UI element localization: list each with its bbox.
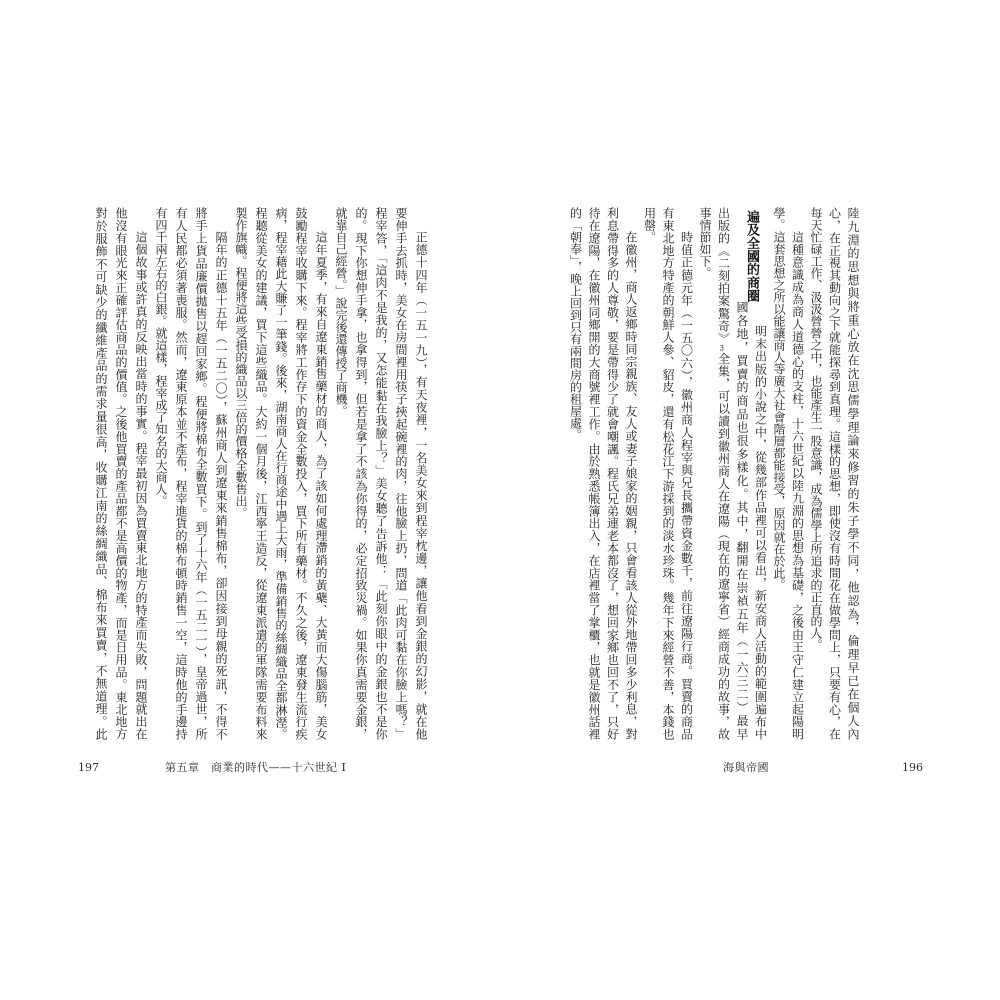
text-column: 明末出版的小說之中，從幾部作品裡可以看出，新安商人活動的範圍遍布中 bbox=[753, 325, 768, 740]
text-column: 學。這套思想之所以能讓商人等廣大社會階層都能接受，原因就在於此。 bbox=[772, 207, 786, 591]
text-column: 國各地，買賣的商品也很多樣化。其中，翻開在崇禎五年（一六三二）最早 bbox=[735, 301, 749, 740]
section-heading: 遍及全國的商圈 bbox=[744, 210, 759, 302]
text-column: 用罄。 bbox=[642, 207, 657, 243]
text-column: 程聽從美女的建議，買下這些織品。大約一個月後，江西寧王造反，從遼東派遣的軍隊需要布料來 bbox=[254, 207, 268, 740]
page-number: 196 bbox=[902, 761, 923, 774]
text-column: 程宰答，「這肉不是我的，又怎能黏在我臉上？」美女聽了告訴他：「此刻你眼中的金銀也不是你 bbox=[374, 207, 388, 740]
text-column: 的。現下你想伸手拿，也拿得到，但若是拿了不該為你得的，必定招致災禍。如果你真需要金銀， bbox=[354, 207, 368, 740]
left-page-text bbox=[90, 207, 430, 740]
text-column: 的「朝奉」，晚上回到只有兩間房的租屋處。 bbox=[568, 207, 583, 441]
text-column: 在徽州，商人返鄉時同宗親族、友人或妻子娘家的姻親，只會看該人從外地帶回多少利息，對 bbox=[624, 231, 638, 740]
text-column: 有人民都必須著喪服。然而，遼東原本並不產布，程宰進貨的棉布頓時銷售一空，這時他的手邊持 bbox=[174, 207, 188, 740]
text-column: 利息帶得多的人尊敬，要是帶得少了就會嘲諷。程氏兄弟連老本都沒了，想回家鄉也回不了，只好 bbox=[605, 207, 620, 740]
text-column: 有東北地方特產的朝鮮人參、貂皮，還有松花江下游採到的淡水珍珠。幾年下來經營不善，本錢也 bbox=[661, 207, 675, 740]
footnote-marker: 3 bbox=[719, 344, 724, 352]
text-column: 製作旗幟。程便將這些受損的織品以三倍的價格全數售出。 bbox=[234, 207, 248, 519]
text-column: 隔年的正德十五年（一五二〇），蘇州商人到遼東來銷售棉布，卻因接到母親的死訊，不得不 bbox=[214, 231, 228, 740]
text-column: 對於服飾不可缺少的纖維產品的需求量很高，收購江南的絲綢織品、棉布來買賣，不無道理。此 bbox=[94, 207, 108, 740]
text-column: 有四千兩左右的白銀。就這樣，程宰成了知名的大商人。 bbox=[154, 207, 168, 507]
text-column: 事情節如下。 bbox=[698, 207, 712, 279]
page-number: 197 bbox=[78, 761, 99, 774]
column-text: 全集，可以讀到徽州商人在遼陽（現在的遼寧省）經商成功的故事，故 bbox=[716, 352, 731, 740]
running-title: 第五章 商業的時代——十六世紀 I bbox=[165, 761, 347, 774]
text-column: 他沒有眼光來正確評估商品的價值。之後他買賣的產品都不是高價的物產，而是日用品。東北地方 bbox=[114, 207, 128, 740]
text-column: 要伸手去抓時，美女在房間裡用筷子挾起碗裡的肉，往他臉上扔，問道「此肉可黏在你臉上嗎？」 bbox=[394, 207, 408, 740]
right-page-text bbox=[566, 207, 862, 740]
text-column: 每天忙碌工作、汲汲營營之中，也能產生一股意識，成為儒學上所追求的正直的人。 bbox=[809, 207, 823, 651]
text-column: 正德十四年（一五一九），有天夜裡，一名美女來到程宰枕邊，讓他看到金銀的幻影，就在他 bbox=[414, 231, 428, 740]
text-column: 心，在正視其動向之下就能探尋到真理。這樣的思想，即使沒有時間花在做學問上，只要有心，在 bbox=[827, 207, 842, 740]
text-column: 病，程宰藉此大賺了一筆錢。後來，湖南商人在行商途中遇上大雨，準備銷售的絲綢織品全都淋溼。 bbox=[274, 207, 288, 740]
running-title: 海與帝國 bbox=[723, 761, 769, 774]
column-text: 出版的《二刻拍案驚奇》 bbox=[716, 207, 731, 345]
text-column bbox=[714, 207, 733, 740]
text-column: 這種意識成為商人道德心的支柱，十六世紀以陸九淵的思想為基礎，之後由王守仁建立起陽明 bbox=[790, 231, 805, 740]
text-column: 鼓勵程宰收購下來。程宰將工作存下的資金全數投入，買下所有藥材。不久之後，遼東發生流行疾 bbox=[294, 207, 308, 740]
text-column: 陸九淵的思想與將重心放在沈思儒學理論來修習的朱子學不同，他認為，倫理早已在個人內 bbox=[846, 207, 860, 740]
text-column: 將手上貨品廉價拋售以趕回家鄉。程便將棉布全數買下。到了十六年（一五二一），皇帝過世，所 bbox=[194, 207, 208, 740]
text-column: 待在遼陽，在徽州同鄉開的大商號裡工作。由於熟悉帳簿出入，在店裡當了掌櫃，也就是徽州話裡 bbox=[587, 207, 601, 740]
text-column: 時值正德元年（一五〇六），徽州商人程宰與兄長攜帶資金數千，前往遼陽行商。買賣的商品 bbox=[679, 231, 694, 740]
text-column: 這個故事或許真的反映出當時的事實。程宰最初因為買賣東北地方的特產而失敗，問題就出在 bbox=[134, 231, 148, 740]
text-column: 就靠自己經營。」說完後還傳授了商機。 bbox=[334, 207, 348, 417]
text-column: 這年夏季，有來自遼東銷售藥材的商人，為了該如何處理滯銷的黃蘗、大黃而大傷腦筋，美女 bbox=[314, 231, 328, 740]
